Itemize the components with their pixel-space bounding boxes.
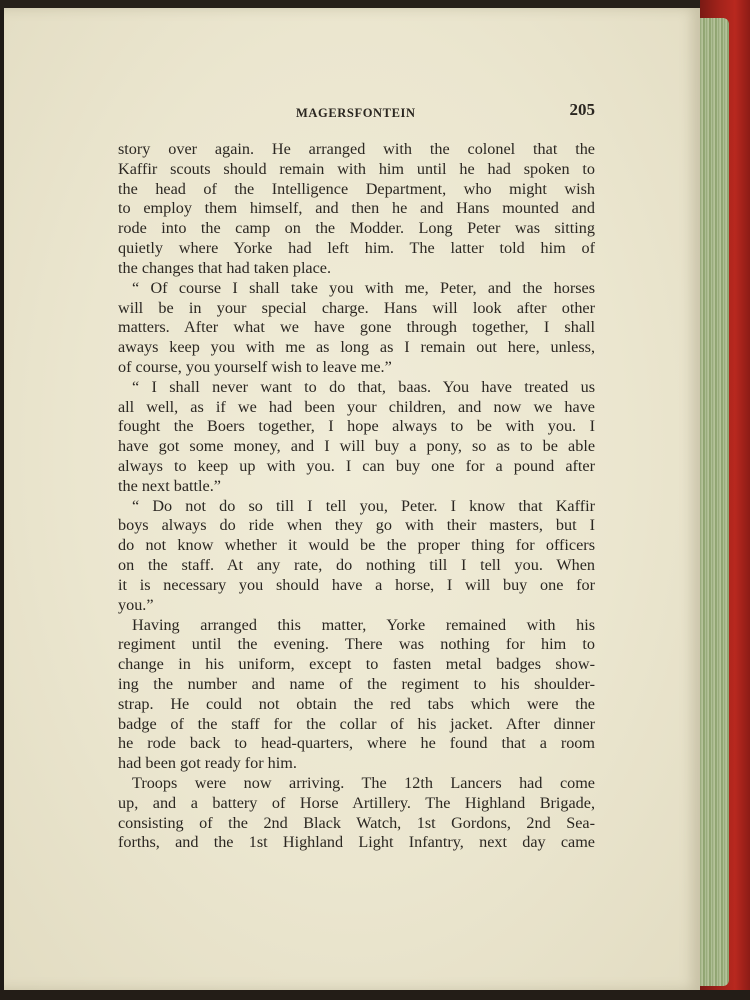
text-line: consisting of the 2nd Black Watch, 1st Gordons, 2nd Sea- (118, 813, 595, 832)
text-line: all well, as if we had been your children, and now we have (118, 397, 595, 416)
text-line: quietly where Yorke had left him. The latter told him of (118, 239, 595, 258)
text-line: the head of the Intelligence Department, who might wish (118, 179, 595, 198)
text-line: Troops were now arriving. The 12th Lancers had come (132, 774, 595, 792)
text-line: of course, you yourself wish to leave me.” (118, 357, 392, 376)
text-line: to employ them himself, and then he and Hans mounted and (118, 199, 595, 218)
text-line: he rode back to head-quarters, where he found that a room (118, 734, 595, 753)
text-line: it is necessary you should have a horse, I will buy one for (118, 575, 595, 594)
text-line: badge of the staff for the collar of his jacket. After dinner (118, 714, 595, 733)
text-line: boys always do ride when they go with their masters, but I (118, 516, 595, 535)
text-line: forths, and the 1st Highland Light Infantry, next day came (118, 833, 595, 852)
text-line: you.” (118, 595, 154, 614)
text-line: will be in your special charge. Hans will look after other (118, 298, 595, 317)
text-line: strap. He could not obtain the red tabs which were the (118, 694, 595, 713)
text-line: the next battle.” (118, 476, 221, 495)
text-line: the changes that had taken place. (118, 258, 332, 277)
text-line: do not know whether it would be the proper thing for officers (118, 536, 595, 555)
text-line: ing the number and name of the regiment to his shoulder- (118, 674, 595, 693)
page-edges (698, 18, 729, 986)
text-line: have got some money, and I will buy a pony, so as to be able (118, 437, 595, 456)
body-text (118, 140, 595, 853)
text-line: on the staff. At any rate, do nothing till I tell you. When (118, 556, 595, 575)
text-line: change in his uniform, except to fasten metal badges show- (118, 655, 595, 674)
text-line: aways keep you with me as long as I remain out here, unless, (118, 338, 595, 357)
page-number: 205 (569, 100, 595, 119)
running-head-title: MAGERSFONTEIN (296, 106, 416, 120)
text-line: always to keep up with you. I can buy one for a pound after (118, 457, 595, 475)
text-line: matters. After what we have gone through together, I shall (118, 318, 595, 337)
text-line: “ I shall never want to do that, baas. You have treated us (132, 377, 595, 396)
running-head (118, 102, 595, 126)
text-line: story over again. He arranged with the colonel that the (118, 140, 595, 158)
text-line: Having arranged this matter, Yorke remained with his (132, 615, 595, 634)
text-line: “ Of course I shall take you with me, Peter, and the horses (132, 278, 595, 297)
scan-border-bottom (0, 990, 750, 1000)
text-line: rode into the camp on the Modder. Long Peter was sitting (118, 219, 595, 238)
text-line: Kaffir scouts should remain with him until he had spoken to (118, 159, 595, 178)
text-line: “ Do not do so till I tell you, Peter. I know that Kaffir (132, 496, 595, 515)
text-line: regiment until the evening. There was nothing for him to (118, 635, 595, 654)
text-line: fought the Boers together, I hope always to be with you. I (118, 417, 595, 436)
text-line: had been got ready for him. (118, 754, 297, 773)
text-line: up, and a battery of Horse Artillery. The Highland Brigade, (118, 793, 595, 812)
